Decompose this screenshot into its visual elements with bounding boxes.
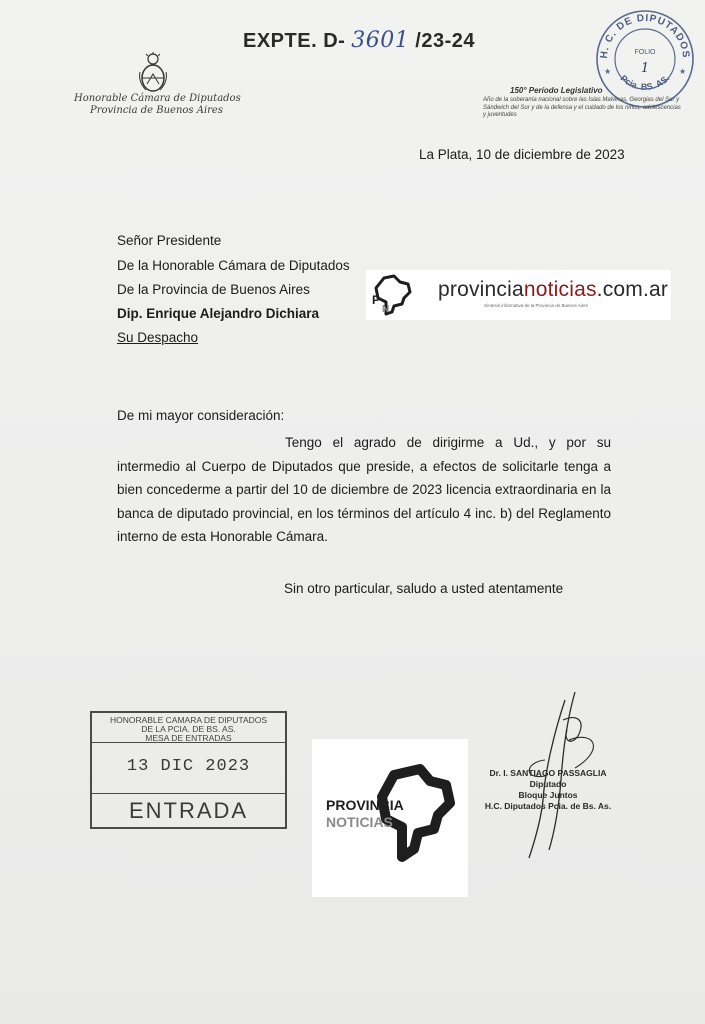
entry-stamp [90,711,287,829]
signature-block [478,768,618,812]
date-line: La Plata, 10 de diciembre de 2023 [419,147,625,162]
expediente-number [243,28,475,53]
seal-top-text: H. C. DE DIPUTADOS [598,12,692,60]
chamber-line1: Honorable Cámara de Diputados [74,93,241,104]
svg-text:N: N [382,304,390,315]
folio-seal [594,8,696,110]
letter-body: Tengo el agrado de dirigirme a Ud., y por su intermedio al Cuerpo de Diputados que preside, a efectos de solicitarle tenga a bien concederme a partir del 10 de diciembre de 2023 licencia extraordinaria en la banca de diputado provincial, en los términos del artículo 4 inc. b) del Reglamento interno de esta Honorable Cámara. [117,435,611,545]
signer-title: Diputado [529,779,567,789]
seal-folio-number: 1 [640,61,650,76]
domain-part3: .com.ar [596,278,669,301]
stamp-label: ENTRADA [92,793,285,828]
address-line5: Su Despacho [117,330,199,345]
seal-bottom-text: Pcia. BS. AS. [618,73,672,92]
closing-line: Sin otro particular, saludo a usted atentamente [284,581,564,596]
address-line3: De la Provincia de Buenos Aires [117,282,310,297]
watermark-tagline: Síntesis informativa de la Provincia de Buenos Aires [484,303,589,308]
expediente-suffix: /23-24 [415,30,476,52]
period-text: Año de la soberanía nacional sobre las Islas Malvinas, Georgias del Sur y Sándwich del Sur y de la defensa y el cuidado de los niños, adolescencias y juventudes [483,97,681,118]
chamber-line2: Provincia de Buenos Aires [90,105,223,116]
period-title: 150° Período Legislativo [510,86,603,95]
stamp-header [92,713,285,743]
provincianoticias-watermark-top [366,270,671,320]
stamp-date: 13 DIC 2023 [126,757,251,776]
watermark-line2: NOTICIAS [326,814,393,830]
stamp-line1: HONORABLE CAMARA DE DIPUTADOS [109,715,268,725]
watermark-line1: PROVINCIA [326,797,404,813]
watermark-domain [438,278,668,302]
domain-part1: provincia [438,278,524,301]
provincianoticias-watermark-bottom [312,739,468,897]
seal-folio-label: FOLIO [634,49,656,56]
coat-of-arms-icon [136,52,170,94]
address-line2: De la Honorable Cámara de Diputados [117,258,350,273]
address-line1: Señor Presidente [117,233,222,248]
greeting: De mi mayor consideración: [117,408,285,423]
signer-bloc: Bloque Juntos [518,790,578,800]
stamp-line3: MESA DE ENTRADAS [145,733,232,743]
expediente-prefix: EXPTE. D- [243,30,346,52]
stamp-line2: DE LA PCIA. DE BS. AS. [141,724,236,734]
svg-text:P: P [372,293,381,307]
chamber-letterhead [74,93,241,117]
address-recipient: Dip. Enrique Alejandro Dichiara [117,306,320,321]
domain-part2: noticias [523,278,597,301]
svg-text:★: ★ [604,67,612,76]
expediente-handwritten-number: 3601 [351,28,410,53]
svg-text:★: ★ [679,67,687,76]
signer-name: Dr. I. SANTIAGO PASSAGLIA [489,768,607,778]
signer-chamber: H.C. Diputados Pcia. de Bs. As. [484,801,612,811]
pn-map-logo-icon [370,274,414,316]
